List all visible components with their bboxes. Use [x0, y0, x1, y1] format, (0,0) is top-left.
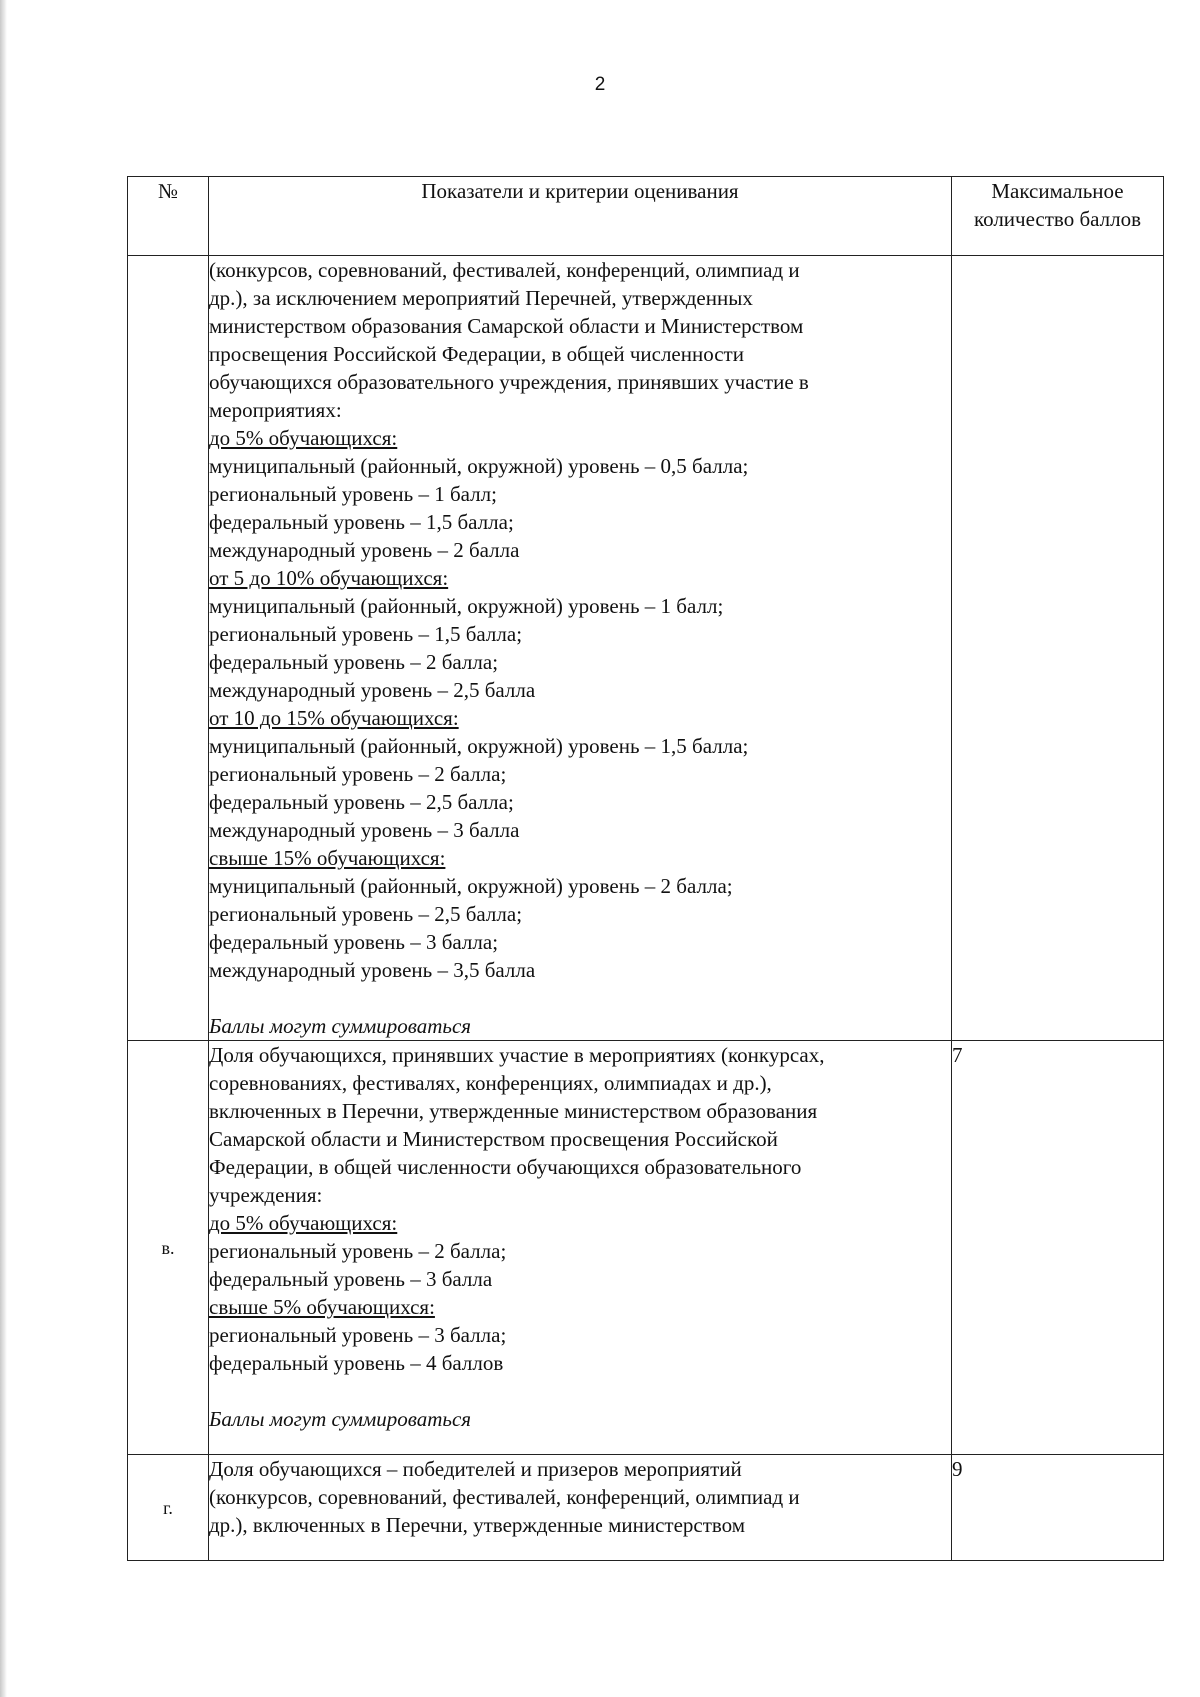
row-max-points	[952, 256, 1164, 1041]
summation-note: Баллы могут суммироваться	[209, 1014, 472, 1038]
criteria-line: федеральный уровень – 4 баллов	[209, 1351, 504, 1375]
criteria-line: муниципальный (районный, окружной) уровень – 0,5 балла;	[209, 454, 749, 478]
criteria-line: муниципальный (районный, окружной) уровень – 1 балл;	[209, 594, 724, 618]
criteria-line: Федерации, в общей численности обучающихся образовательного	[209, 1155, 802, 1179]
scan-edge-shadow	[0, 0, 7, 1697]
criteria-line: федеральный уровень – 3 балла;	[209, 930, 499, 954]
criteria-line: международный уровень – 2,5 балла	[209, 678, 536, 702]
criteria-line: учреждения:	[209, 1183, 323, 1207]
header-max-points	[952, 177, 1164, 256]
criteria-line: муниципальный (районный, окружной) уровень – 2 балла;	[209, 874, 733, 898]
threshold-heading: до 5% обучающихся:	[209, 1211, 398, 1235]
criteria-line: Доля обучающихся, принявших участие в мероприятиях (конкурсах,	[209, 1043, 825, 1067]
row-criteria	[209, 256, 952, 1041]
criteria-line: международный уровень – 3 балла	[209, 818, 520, 842]
table-row	[128, 256, 1164, 1041]
summation-note: Баллы могут суммироваться	[209, 1407, 472, 1431]
criteria-line: региональный уровень – 2,5 балла;	[209, 902, 523, 926]
criteria-line: региональный уровень – 2 балла;	[209, 1239, 507, 1263]
row-number: в.	[128, 1041, 209, 1455]
table-row	[128, 1455, 1164, 1561]
criteria-table	[127, 176, 1164, 1561]
row-criteria	[209, 1041, 952, 1455]
table-row	[128, 1041, 1164, 1455]
criteria-line: Доля обучающихся – победителей и призеров мероприятий	[209, 1457, 742, 1481]
criteria-line: международный уровень – 3,5 балла	[209, 958, 536, 982]
criteria-line: др.), включенных в Перечни, утвержденные министерством	[209, 1513, 746, 1537]
criteria-line: региональный уровень – 1 балл;	[209, 482, 497, 506]
threshold-heading: от 5 до 10% обучающихся:	[209, 566, 449, 590]
header-max-line-2: количество баллов	[973, 207, 1142, 231]
table-header-row	[128, 177, 1164, 256]
threshold-heading: свыше 15% обучающихся:	[209, 846, 446, 870]
row-number: г.	[128, 1455, 209, 1561]
criteria-line: включенных в Перечни, утвержденные министерством образования	[209, 1099, 818, 1123]
criteria-line: федеральный уровень – 2,5 балла;	[209, 790, 514, 814]
criteria-line: (конкурсов, соревнований, фестивалей, конференций, олимпиад и	[209, 258, 800, 282]
criteria-line: региональный уровень – 3 балла;	[209, 1323, 507, 1347]
criteria-line: мероприятиях:	[209, 398, 342, 422]
row-max-points: 9	[952, 1455, 1164, 1561]
threshold-heading: до 5% обучающихся:	[209, 426, 398, 450]
criteria-line: федеральный уровень – 1,5 балла;	[209, 510, 514, 534]
row-max-points: 7	[952, 1041, 1164, 1455]
criteria-line: (конкурсов, соревнований, фестивалей, конференций, олимпиад и	[209, 1485, 800, 1509]
criteria-line: др.), за исключением мероприятий Перечней, утвержденных	[209, 286, 753, 310]
row-number	[128, 256, 209, 1041]
criteria-line: соревнованиях, фестивалях, конференциях, олимпиадах и др.),	[209, 1071, 772, 1095]
criteria-line: муниципальный (районный, окружной) уровень – 1,5 балла;	[209, 734, 749, 758]
criteria-line: просвещения Российской Федерации, в общей численности	[209, 342, 744, 366]
header-max-line-1: Максимальное	[991, 179, 1124, 203]
page-number: 2	[594, 74, 606, 95]
criteria-line: федеральный уровень – 3 балла	[209, 1267, 493, 1291]
threshold-heading: от 10 до 15% обучающихся:	[209, 706, 459, 730]
criteria-line: международный уровень – 2 балла	[209, 538, 520, 562]
header-criteria: Показатели и критерии оценивания	[209, 177, 952, 256]
criteria-line: министерством образования Самарской области и Министерством	[209, 314, 804, 338]
row-criteria	[209, 1455, 952, 1561]
criteria-line: федеральный уровень – 2 балла;	[209, 650, 499, 674]
header-number: №	[128, 177, 209, 256]
criteria-line: региональный уровень – 2 балла;	[209, 762, 507, 786]
criteria-line: обучающихся образовательного учреждения, принявших участие в	[209, 370, 809, 394]
threshold-heading: свыше 5% обучающихся:	[209, 1295, 435, 1319]
criteria-line: региональный уровень – 1,5 балла;	[209, 622, 523, 646]
criteria-line: Самарской области и Министерством просвещения Российской	[209, 1127, 778, 1151]
